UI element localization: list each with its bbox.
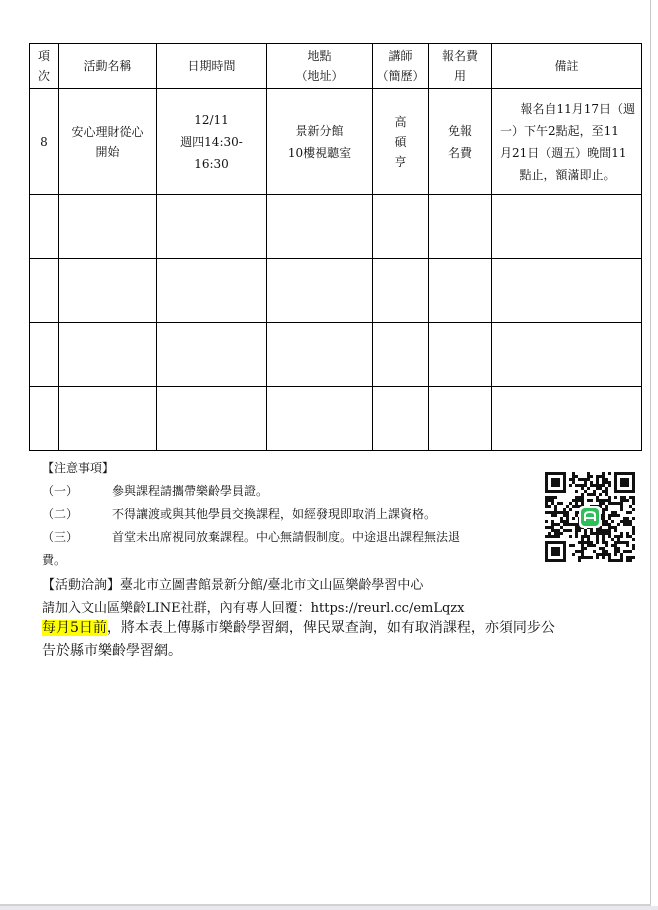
cell-fee-line1: 免報 — [447, 123, 472, 138]
cell-datetime-line2: 週四14:30- — [180, 134, 243, 149]
empty-cell — [492, 387, 642, 451]
cell-instructor-char1: 高 — [394, 114, 407, 129]
contact-label: 【活動洽詢】 — [42, 578, 121, 593]
table-row — [30, 323, 642, 387]
qr-code-icon[interactable] — [545, 472, 635, 562]
empty-cell — [30, 387, 59, 451]
cell-instructor — [373, 89, 429, 195]
empty-cell — [30, 195, 59, 259]
notice-number: （一） — [42, 484, 79, 498]
page-right-border — [650, 0, 651, 905]
deadline-highlight: 每月5日前 — [42, 620, 107, 636]
empty-cell — [373, 387, 429, 451]
cell-fee — [429, 89, 492, 195]
cell-name-line1: 安心理財從心 — [71, 124, 144, 139]
deadline-text: ，將本表上傳縣市樂齡學習網，俾民眾查詢，如有取消課程，亦須同步公 — [106, 620, 555, 636]
cell-datetime — [157, 89, 267, 195]
header-instructor-line2: （簡歷） — [376, 69, 425, 83]
empty-cell — [373, 195, 429, 259]
cell-venue-line1: 景新分館 — [295, 123, 344, 138]
notice-text: 首堂未出席視同放棄課程。中心無請假制度。中途退出課程無法退 — [112, 530, 461, 544]
empty-cell — [59, 323, 157, 387]
cell-name — [59, 89, 157, 195]
deadline-line — [42, 617, 555, 637]
header-fee — [429, 44, 492, 89]
empty-cell — [267, 259, 373, 323]
cell-remark-line3: 月21日（週五）晚間11 — [500, 145, 627, 160]
header-venue-line2: （地址） — [295, 69, 344, 83]
contact-text: 臺北市立圖書館景新分館/臺北市文山區樂齡學習中心 — [120, 578, 424, 593]
cell-fee-line2: 名費 — [447, 145, 472, 160]
header-venue-line1: 地點 — [307, 49, 332, 63]
notice-text: 不得讓渡或與其他學員交換課程，如經發現即取消上課資格。 — [112, 507, 437, 521]
activity-schedule-table — [29, 43, 642, 451]
header-name: 活動名稱 — [59, 44, 157, 89]
viewer-bottom-bar — [0, 906, 658, 910]
cell-remark-line2: 一）下午2點起，至11 — [500, 123, 619, 138]
header-no-line2: 次 — [37, 69, 50, 83]
empty-cell — [492, 323, 642, 387]
empty-cell — [157, 387, 267, 451]
table-row — [30, 89, 642, 195]
header-datetime: 日期時間 — [157, 44, 267, 89]
empty-cell — [59, 259, 157, 323]
header-no-line1: 項 — [37, 49, 50, 63]
empty-cell — [30, 259, 59, 323]
contact-line — [42, 574, 423, 593]
notice-text-continued: 費。 — [42, 553, 67, 567]
notice-number: （二） — [42, 507, 79, 521]
empty-cell — [267, 387, 373, 451]
empty-cell — [492, 259, 642, 323]
notice-number: （三） — [42, 530, 79, 544]
header-fee-line1: 報名費 — [441, 49, 478, 63]
empty-cell — [373, 259, 429, 323]
empty-cell — [59, 387, 157, 451]
cell-instructor-char2: 碩 — [394, 134, 407, 149]
notice-text: 參與課程請攜帶樂齡學員證。 — [112, 484, 269, 498]
empty-cell — [267, 323, 373, 387]
cell-datetime-line3: 16:30 — [194, 156, 229, 171]
cell-datetime-line1: 12/11 — [194, 112, 229, 127]
cell-venue — [267, 89, 373, 195]
cell-remark-line1: 報名自11月17日（週 — [520, 101, 635, 116]
deadline-line-continued: 告於縣市樂齡學習網。 — [42, 643, 182, 659]
line-group-link[interactable]: 請加入文山區樂齡LINE社群，內有專人回覆：https://reurl.cc/emLqzx — [42, 601, 465, 616]
empty-cell — [373, 323, 429, 387]
header-instructor-line1: 講師 — [388, 49, 413, 63]
table-row — [30, 259, 642, 323]
empty-cell — [30, 323, 59, 387]
empty-cell — [429, 195, 492, 259]
cell-remark-line4: 點止，額滿即止。 — [519, 167, 616, 182]
cell-venue-line2: 10樓視聽室 — [287, 145, 352, 160]
empty-cell — [429, 323, 492, 387]
table-header-row — [30, 44, 642, 89]
notices-heading: 【注意事項】 — [42, 461, 115, 475]
empty-cell — [267, 195, 373, 259]
header-remark: 備註 — [492, 44, 642, 89]
header-instructor — [373, 44, 429, 89]
empty-cell — [157, 323, 267, 387]
header-fee-line2: 用 — [453, 69, 466, 83]
cell-no: 8 — [30, 89, 59, 195]
empty-cell — [429, 259, 492, 323]
empty-cell — [157, 259, 267, 323]
cell-instructor-char3: 亨 — [394, 154, 407, 169]
empty-cell — [429, 387, 492, 451]
cell-name-line2: 開始 — [95, 144, 120, 159]
empty-cell — [59, 195, 157, 259]
header-venue — [267, 44, 373, 89]
cell-remark — [492, 89, 642, 195]
table-row — [30, 195, 642, 259]
empty-cell — [157, 195, 267, 259]
empty-cell — [492, 195, 642, 259]
header-no — [30, 44, 59, 89]
table-row — [30, 387, 642, 451]
